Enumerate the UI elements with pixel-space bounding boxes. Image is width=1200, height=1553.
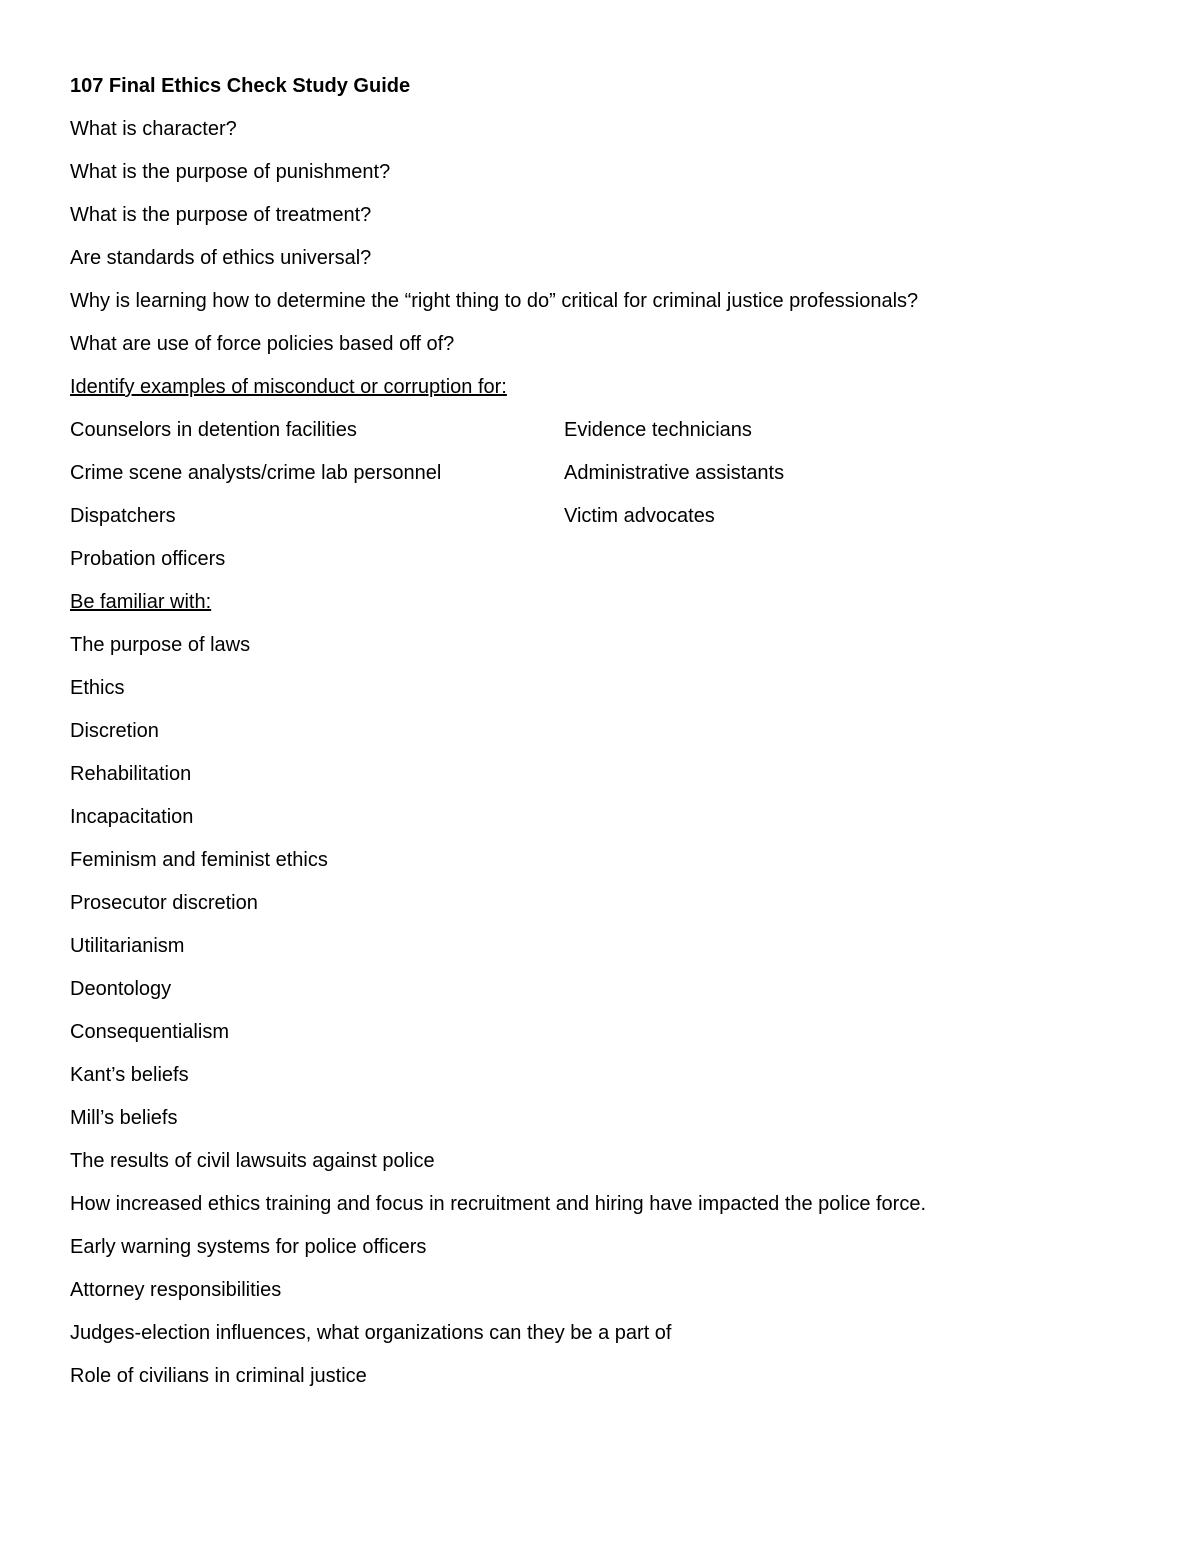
familiar-item: Ethics — [70, 677, 125, 699]
misconduct-item-evidence-technicians: Evidence technicians — [564, 419, 752, 441]
misconduct-item-crime-scene: Crime scene analysts/crime lab personnel — [70, 462, 442, 484]
familiar-item: The purpose of laws — [70, 634, 251, 656]
familiar-item: Mill’s beliefs — [70, 1107, 178, 1129]
familiar-item: Judges-election influences, what organizations can they be a part of — [70, 1322, 672, 1344]
question-treatment: What is the purpose of treatment? — [70, 204, 372, 226]
question-character: What is character? — [70, 118, 237, 140]
familiar-item: Prosecutor discretion — [70, 892, 258, 914]
question-use-of-force: What are use of force policies based off of? — [70, 333, 455, 355]
familiar-item: Rehabilitation — [70, 763, 192, 785]
familiar-item: Role of civilians in criminal justice — [70, 1365, 367, 1387]
misconduct-item-dispatchers: Dispatchers — [70, 505, 176, 527]
page-title: 107 Final Ethics Check Study Guide — [70, 75, 411, 97]
question-ethics-universal: Are standards of ethics universal? — [70, 247, 372, 269]
misconduct-item-counselors: Counselors in detention facilities — [70, 419, 357, 441]
familiar-item: Feminism and feminist ethics — [70, 849, 328, 871]
familiar-item: Attorney responsibilities — [70, 1279, 282, 1301]
misconduct-item-victim-advocates: Victim advocates — [564, 505, 715, 527]
question-right-thing: Why is learning how to determine the “right thing to do” critical for criminal justice professionals? — [70, 290, 919, 312]
misconduct-item-probation: Probation officers — [70, 548, 226, 570]
familiar-item: Utilitarianism — [70, 935, 185, 957]
familiar-item: The results of civil lawsuits against police — [70, 1150, 435, 1172]
familiar-item: How increased ethics training and focus in recruitment and hiring have impacted the police force. — [70, 1193, 927, 1215]
familiar-item: Incapacitation — [70, 806, 194, 828]
familiar-heading: Be familiar with: — [70, 591, 212, 613]
familiar-item: Kant’s beliefs — [70, 1064, 189, 1086]
familiar-item: Discretion — [70, 720, 159, 742]
familiar-item: Deontology — [70, 978, 172, 1000]
misconduct-item-admin-assistants: Administrative assistants — [564, 462, 785, 484]
familiar-item: Consequentialism — [70, 1021, 229, 1043]
misconduct-heading: Identify examples of misconduct or corruption for: — [70, 376, 507, 398]
question-punishment: What is the purpose of punishment? — [70, 161, 391, 183]
familiar-item: Early warning systems for police officers — [70, 1236, 427, 1258]
